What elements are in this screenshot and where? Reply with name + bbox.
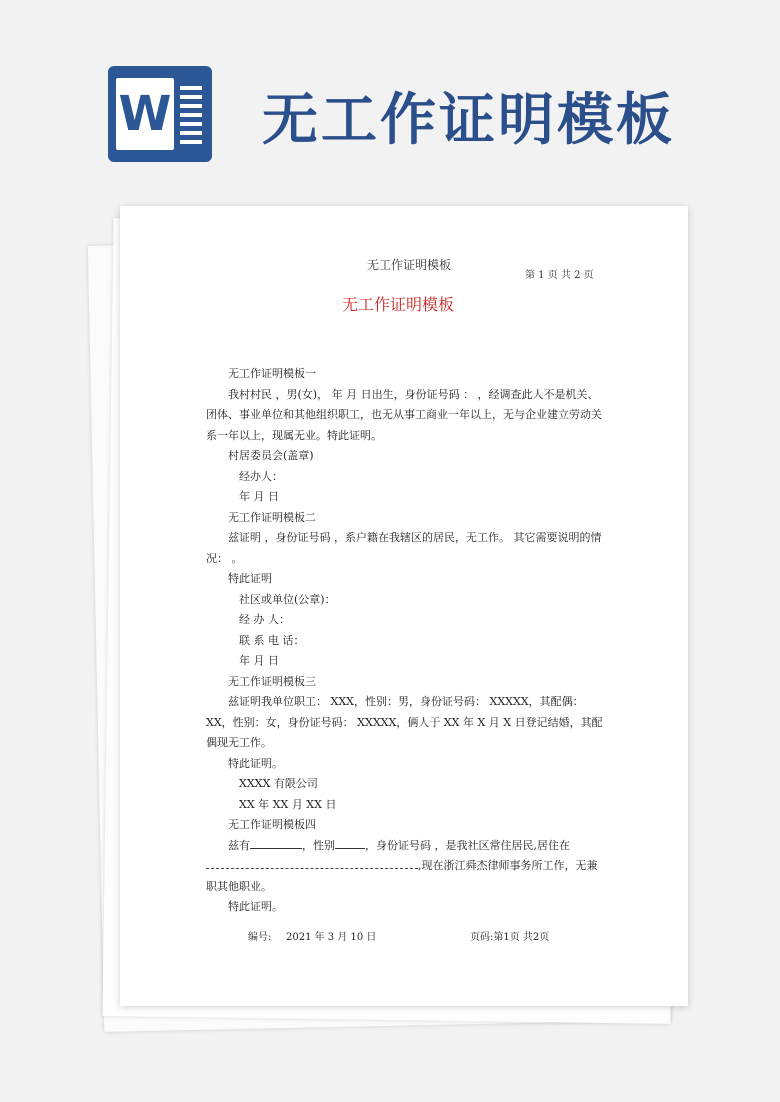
template2-paragraph: 兹证明 ，身份证号码 ，系户籍在我辖区的居民，无工作。 其它需要说明的情况： 。 — [206, 531, 602, 565]
word-icon-lines — [180, 86, 202, 146]
template2-date: 年 月 日 — [239, 654, 279, 667]
name-blank — [250, 836, 302, 849]
banner-title: 无工作证明模板 — [262, 87, 675, 153]
word-icon-letter: W — [116, 78, 174, 150]
footer-number-label: 编号: — [248, 932, 272, 943]
template2-phone: 联 系 电 话： — [239, 633, 305, 647]
document-header: 无工作证明模板 — [367, 258, 452, 272]
template4-text-c: ，身份证号码 ，是我社区常住居民,居住在 — [365, 838, 570, 852]
header-banner — [0, 0, 780, 190]
word-icon — [108, 66, 212, 162]
template4-text-a: 兹有 — [228, 838, 250, 852]
template2-heading: 无工作证明模板二 — [228, 510, 316, 524]
template3-company: XXXX 有限公司 — [239, 777, 318, 790]
document-title: 无工作证明模板 — [342, 295, 455, 314]
gender-blank — [335, 836, 365, 849]
page-count: 第 1 页 共 2 页 — [525, 270, 594, 281]
template1-date: 年 月 日 — [239, 490, 279, 503]
template1-committee: 村居委员会(盖章) — [228, 449, 314, 462]
template2-unit: 社区或单位(公章)： — [239, 592, 336, 606]
template4-text-b: ，性别 — [302, 838, 335, 852]
template4-special: 特此证明。 — [228, 900, 283, 913]
template4-heading: 无工作证明模板四 — [228, 818, 316, 831]
document-page — [120, 206, 688, 1006]
template3-paragraph: 兹证明我单位职工： XXX，性别：男，身份证号码： XXXXX，其配偶： XX，性别：女，身份证号码： XXXXX，俩人于 XX 年 X 月 X 日登记结婚，其配偶现无工作。 — [206, 695, 603, 749]
template3-heading: 无工作证明模板三 — [228, 674, 316, 688]
template1-handler: 经办人： — [239, 469, 283, 483]
template3-date: XX 年 XX 月 XX 日 — [239, 797, 337, 811]
template4-paragraph — [206, 836, 606, 898]
document-body — [206, 364, 606, 918]
template1-heading: 无工作证明模板一 — [228, 367, 316, 380]
address-blank — [206, 856, 418, 869]
footer-date: 2021 年 3 月 10 日 — [286, 932, 377, 943]
template1-paragraph: 我村村民 ，男(女)， 年 月 日出生，身份证号码 ： ，经调查此人不是机关、团体、事业单位和其他组织职工，也无从事工商业一年以上，无与企业建立劳动关系一年以上，现属无业。特此证明。 — [206, 387, 602, 442]
footer-page-label: 页码:第1页 共2页 — [470, 932, 550, 943]
template3-special: 特此证明。 — [228, 756, 283, 770]
template2-special: 特此证明 — [228, 572, 272, 585]
template4-text-d: ,现在浙江舜杰律师事务所工作，无兼职其他职业。 — [206, 859, 598, 893]
template2-handler: 经 办 人： — [239, 613, 290, 626]
